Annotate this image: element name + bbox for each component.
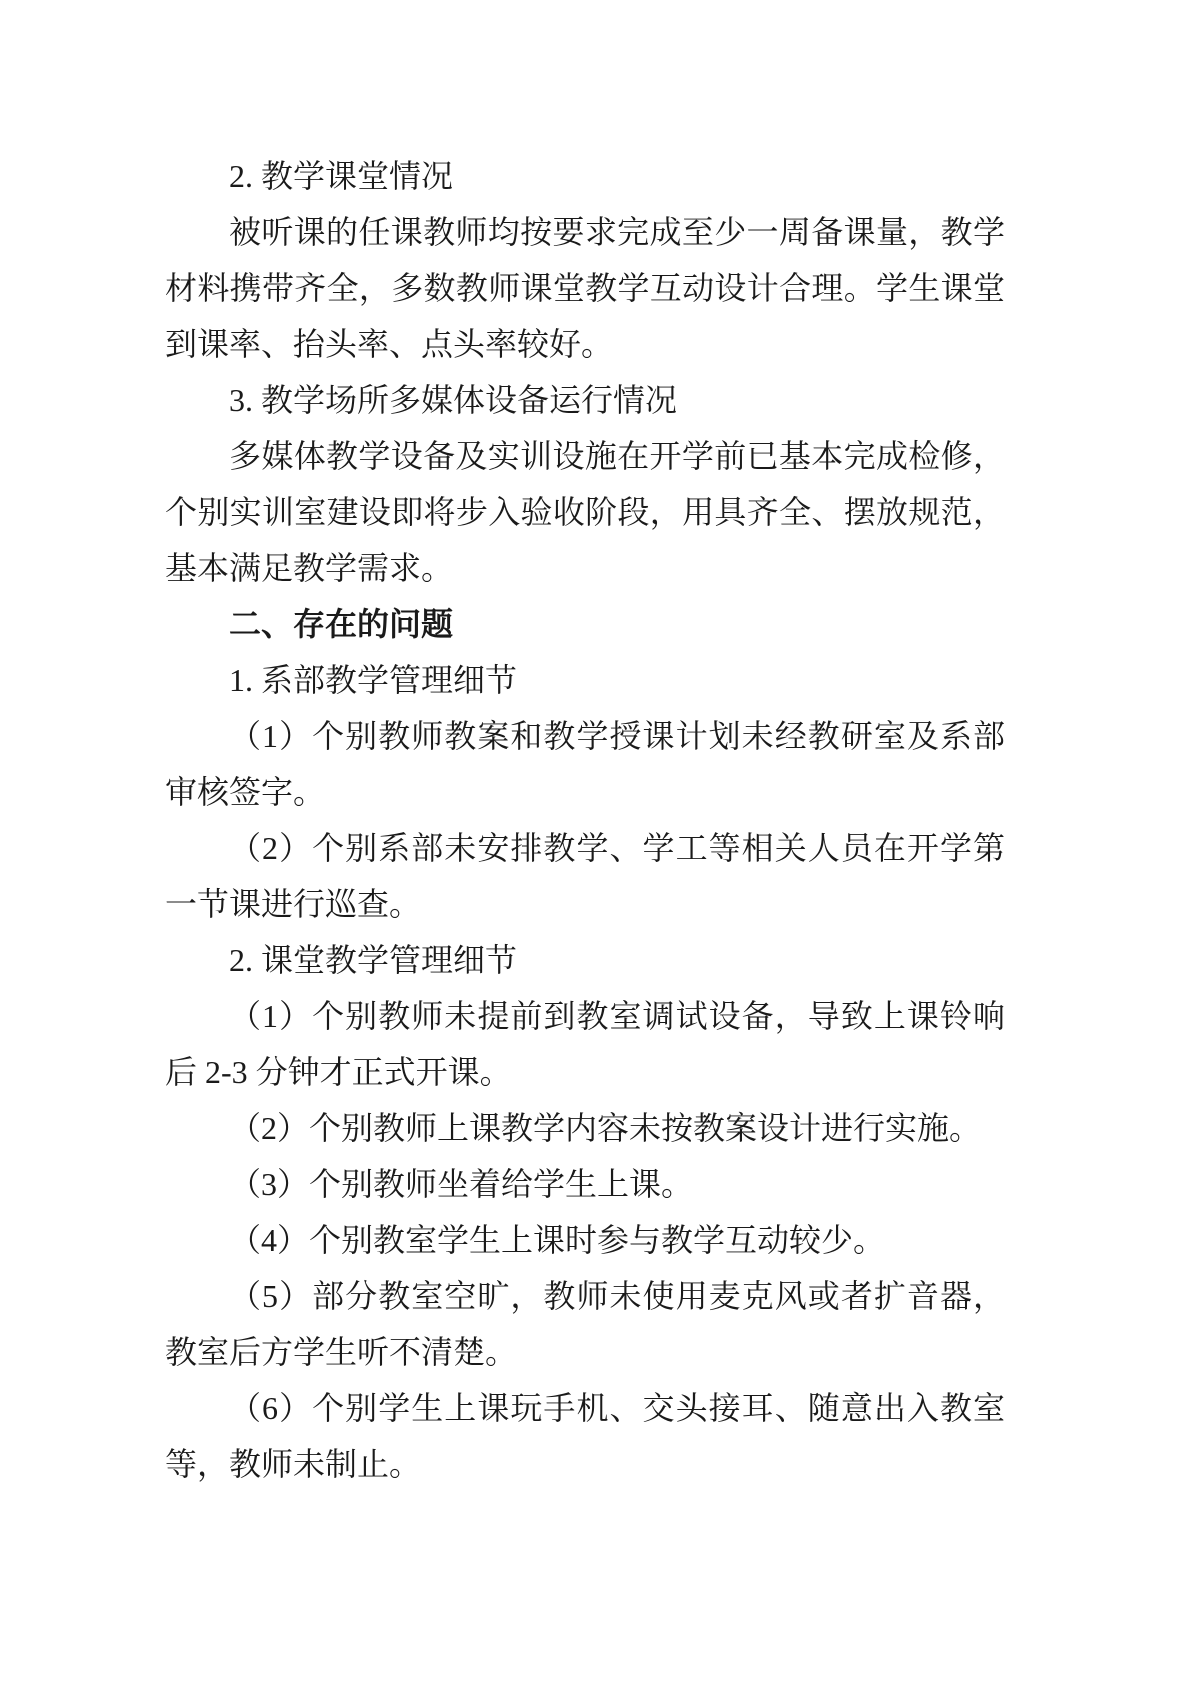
body-paragraph-item-4: （4）个别教室学生上课时参与教学互动较少。 bbox=[229, 1222, 886, 1258]
body-paragraph-item-2: （2）个别教师上课教学内容未按教案设计进行实施。 bbox=[229, 1110, 982, 1146]
subheading-multimedia-equipment: 3. 教学场所多媒体设备运行情况 bbox=[229, 382, 678, 418]
section-heading-existing-problems: 二、存在的问题 bbox=[229, 606, 454, 642]
body-paragraph-item-3: （3）个别教师坐着给学生上课。 bbox=[229, 1166, 694, 1202]
body-paragraph: 被听课的任课教师均按要求完成至少一周备课量，教学材料携带齐全，多数教师课堂教学互动设计合理。学生课堂到课率、抬头率、点头率较好。 bbox=[165, 214, 1005, 362]
body-paragraph-item-1: （1）个别教师未提前到教室调试设备，导致上课铃响后 2-3 分钟才正式开课。 bbox=[165, 998, 1005, 1090]
subheading-department-management: 1. 系部教学管理细节 bbox=[229, 662, 518, 698]
body-paragraph-item-6: （6）个别学生上课玩手机、交头接耳、随意出入教室等，教师未制止。 bbox=[165, 1390, 1005, 1482]
subheading-classroom-management: 2. 课堂教学管理细节 bbox=[229, 942, 518, 978]
body-paragraph-item-5: （5）部分教室空旷，教师未使用麦克风或者扩音器，教室后方学生听不清楚。 bbox=[165, 1278, 1005, 1370]
subheading-teaching-classroom: 2. 教学课堂情况 bbox=[229, 158, 454, 194]
body-paragraph-item-1: （1）个别教师教案和教学授课计划未经教研室及系部审核签字。 bbox=[165, 718, 1005, 810]
body-paragraph-item-2: （2）个别系部未安排教学、学工等相关人员在开学第一节课进行巡查。 bbox=[165, 830, 1005, 922]
body-paragraph: 多媒体教学设备及实训设施在开学前已基本完成检修，个别实训室建设即将步入验收阶段，用具齐全、摆放规范，基本满足教学需求。 bbox=[165, 438, 1005, 586]
